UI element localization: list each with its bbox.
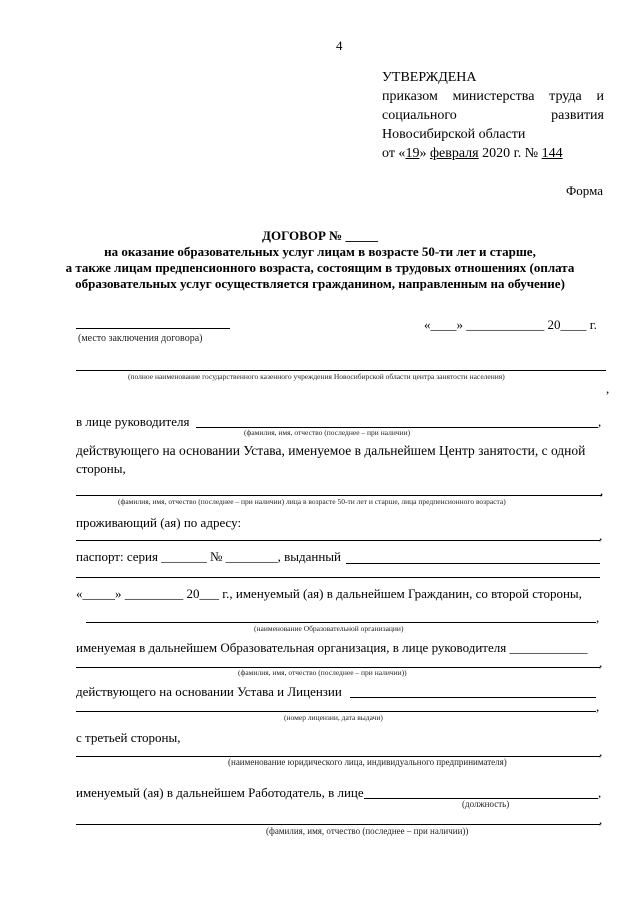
passport-issuer-field[interactable] [346, 563, 600, 564]
form-label: Форма [566, 183, 603, 198]
residing-label: проживающий (ая) по адресу: [76, 515, 242, 530]
place-field[interactable] [76, 328, 230, 329]
contract-date-field[interactable]: «____» ____________ 20____ г. [424, 317, 597, 332]
date-prefix: от « [382, 146, 406, 161]
date-month: февраля [429, 146, 479, 161]
employer-fio-field[interactable] [76, 824, 600, 825]
comma: , [598, 785, 602, 800]
approval-word: министерства [452, 89, 535, 104]
third-side-text: с третьей стороны, [76, 730, 181, 745]
date-mid: » [419, 146, 430, 161]
title-line-3: а также лицам предпенсионного возраста, состоящим в трудовых отношениях (оплата [65, 260, 575, 275]
approval-word: развития [551, 108, 604, 123]
license-field-2[interactable] [76, 711, 596, 712]
contract-title [60, 228, 580, 292]
approval-line-2 [382, 87, 604, 106]
approval-word: труда [549, 89, 582, 104]
approval-line-3 [382, 106, 604, 125]
fio-caption: (фамилия, имя, отчество (последнее – при наличии) [244, 428, 411, 437]
citizen-caption: (фамилия, имя, отчество (последнее – при наличии) лица в возрасте 50-ти лет и старше, лица предпенсионного возраста) [118, 497, 506, 506]
approval-word: и [596, 89, 604, 104]
approval-word: приказом [382, 89, 438, 104]
center-caption: (полное наименование государственного казенного учреждения Новосибирской области центра занятости населения) [128, 372, 505, 381]
page-number: 4 [336, 38, 343, 53]
license-label: действующего на основании Устава и Лицензии [76, 684, 342, 699]
comma: , [596, 610, 600, 625]
approval-word: социального [382, 108, 457, 123]
comma: , [596, 699, 600, 714]
fio-caption: (фамилия, имя, отчество (последнее – при наличии)) [238, 668, 407, 677]
issued-date-text: «_____» _________ 20___ г., именуемый (ая) в дальнейшем Гражданин, со второй стороны, [76, 586, 582, 601]
citizen-field[interactable] [76, 495, 602, 496]
license-caption: (номер лицензии, дата выдачи) [284, 713, 383, 722]
director-label: в лице руководителя [76, 414, 190, 429]
license-field[interactable] [350, 697, 596, 698]
title-line-1: ДОГОВОР № _____ [262, 228, 378, 243]
acting-text-2: стороны, [76, 461, 126, 476]
comma: , [599, 655, 603, 670]
date-day: 19 [405, 146, 420, 161]
approval-block [382, 68, 604, 163]
approval-line-4: Новосибирской области [382, 127, 526, 142]
comma: , [598, 414, 602, 429]
comma: , [600, 483, 604, 498]
comma: , [606, 381, 610, 396]
title-line-2: на оказание образовательных услуг лицам в возрасте 50-ти лет и старше, [104, 244, 536, 259]
approval-date [382, 144, 604, 163]
position-caption: (должность) [462, 799, 510, 809]
org-text: именуемая в дальнейшем Образовательная организация, в лице руководителя ____________ [76, 640, 588, 655]
employer-caption: (наименование юридического лица, индивидуального предпринимателя) [228, 757, 507, 767]
passport-label: паспорт: серия _______ № ________, выданный [76, 549, 341, 564]
acting-text: действующего на основании Устава, именуемое в дальнейшем Центр занятости, с одной [76, 443, 586, 458]
comma: , [599, 528, 603, 543]
passport-issuer-field-2[interactable] [76, 577, 600, 578]
order-number: 144 [541, 146, 563, 161]
approval-title: УТВЕРЖДЕНА [382, 70, 477, 85]
employer-text: именуемый (ая) в дальнейшем Работодатель, в лице [76, 785, 364, 800]
fio-caption: (фамилия, имя, отчество (последнее – при наличии)) [266, 826, 469, 836]
comma: , [599, 812, 603, 827]
org-name-field[interactable] [86, 622, 596, 623]
center-name-field[interactable] [76, 370, 606, 371]
address-field[interactable] [76, 540, 600, 541]
place-caption: (место заключения договора) [78, 333, 203, 344]
date-year: 2020 г. № [478, 146, 542, 161]
title-line-4: образовательных услуг осуществляется гражданином, направленным на обучение) [75, 276, 565, 291]
org-caption: (наименование Образовательной организации) [254, 624, 404, 633]
comma: , [599, 744, 603, 759]
